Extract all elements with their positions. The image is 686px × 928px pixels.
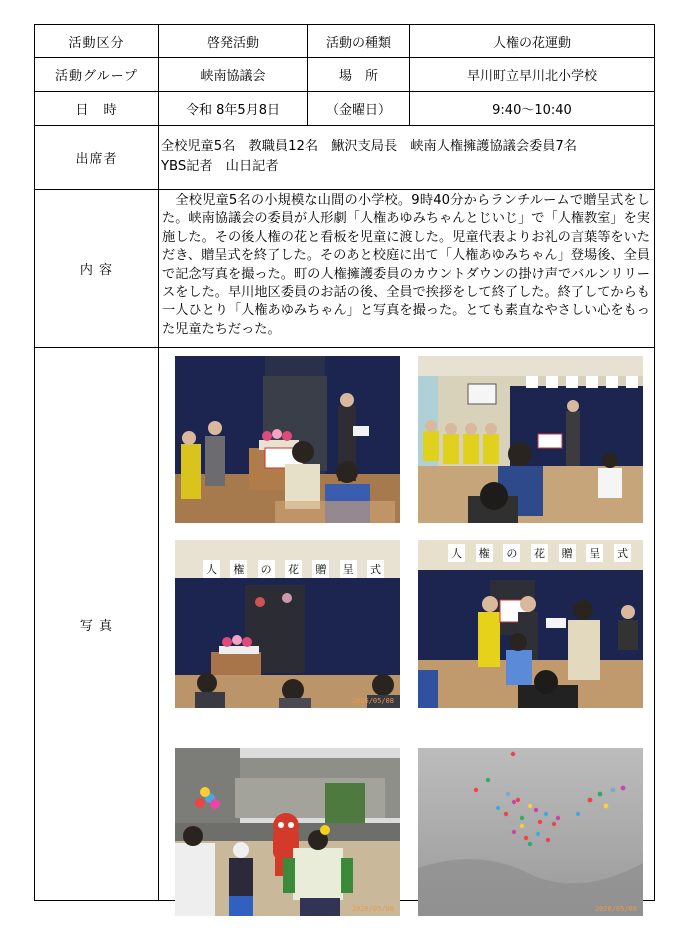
- banner-char: 権: [230, 560, 247, 578]
- banner-char: の: [258, 560, 275, 578]
- date-value: 令和 8年5月8日: [186, 103, 280, 118]
- banner-char: 人: [448, 544, 465, 562]
- banner-strip-2: [448, 544, 631, 562]
- row-content: [35, 190, 654, 348]
- place-label: 場 所: [338, 69, 378, 84]
- attendees-value: [161, 137, 652, 177]
- row-activity-group: [35, 58, 654, 92]
- photos-label: 写 真: [79, 618, 114, 634]
- banner-char: 贈: [312, 560, 329, 578]
- banner-char: 贈: [559, 544, 576, 562]
- row-datetime: [35, 92, 654, 126]
- attendees-label: 出席者: [75, 152, 118, 167]
- banner-char: 花: [531, 544, 548, 562]
- schoolyard-mascot-photo: [175, 748, 400, 916]
- ceremony-room-photo: [418, 356, 643, 523]
- attendees-line-1: 全校児童5名 教職員12名 鰍沢支局長 峡南人権擁護協議会委員7名: [161, 139, 577, 154]
- category-label: 活動区分: [68, 35, 125, 51]
- banner-char: 人: [203, 560, 220, 578]
- activity-report-table: [34, 24, 655, 913]
- photo-date-stamp: 2026/05/08: [594, 905, 637, 913]
- content-label: 内 容: [79, 263, 114, 278]
- group-value: 峡南協議会: [200, 69, 266, 84]
- presentation-photo: [175, 356, 400, 523]
- row-activity-category: [35, 25, 654, 58]
- attendees-line-2: YBS記者 山日記者: [161, 159, 279, 174]
- banner-char: 呈: [340, 560, 357, 578]
- category-value: 啓発活動: [206, 35, 259, 51]
- puppet-show-photo: [175, 540, 400, 708]
- banner-char: 式: [614, 544, 631, 562]
- banner-char: 式: [367, 560, 384, 578]
- banner-char: の: [503, 544, 520, 562]
- banner-strip-1: [203, 560, 384, 578]
- balloon-release-photo: [418, 748, 643, 916]
- photo-date-stamp: 2026/05/08: [351, 697, 394, 705]
- row-attendees: [35, 126, 654, 190]
- place-value: 早川町立早川北小学校: [466, 69, 597, 84]
- content-text: 全校児童5名の小規模な山間の小学校。9時40分からランチルームで贈呈式をした。峡南協議会の委員が人形劇「人権あゆみちゃんとじいじ」で「人権教室」を実施した。その後人権の花と看板を児童に渡した。児童代表よりお礼の言葉等をいただき、贈呈式を終了した。そのあと校庭に出て「人権あゆみちゃん」登場後、全員で記念写真を撮った。町の人権擁護委員のカウントダウンの掛け声でバルンリリースをした。早川地区委員のお話の後、全員で挨拶をして終了した。終了してからも一人ひとり「人権あゆみちゃん」と写真を撮った。とても素直なやさしい心をもった児童たちだった。: [162, 193, 650, 337]
- banner-char: 呈: [586, 544, 603, 562]
- photo-date-stamp: 2026/05/08: [351, 905, 394, 913]
- group-label: 活動グループ: [55, 69, 138, 84]
- banner-char: 権: [476, 544, 493, 562]
- time-value: 9:40～10:40: [492, 103, 572, 118]
- banner-char: 花: [285, 560, 302, 578]
- handover-photo: [418, 540, 643, 708]
- type-value: 人権の花運動: [492, 35, 571, 51]
- weekday-value: （金曜日）: [325, 103, 391, 118]
- type-label: 活動の種類: [325, 35, 391, 51]
- row-photos: [35, 348, 654, 913]
- datetime-label: 日 時: [75, 103, 118, 118]
